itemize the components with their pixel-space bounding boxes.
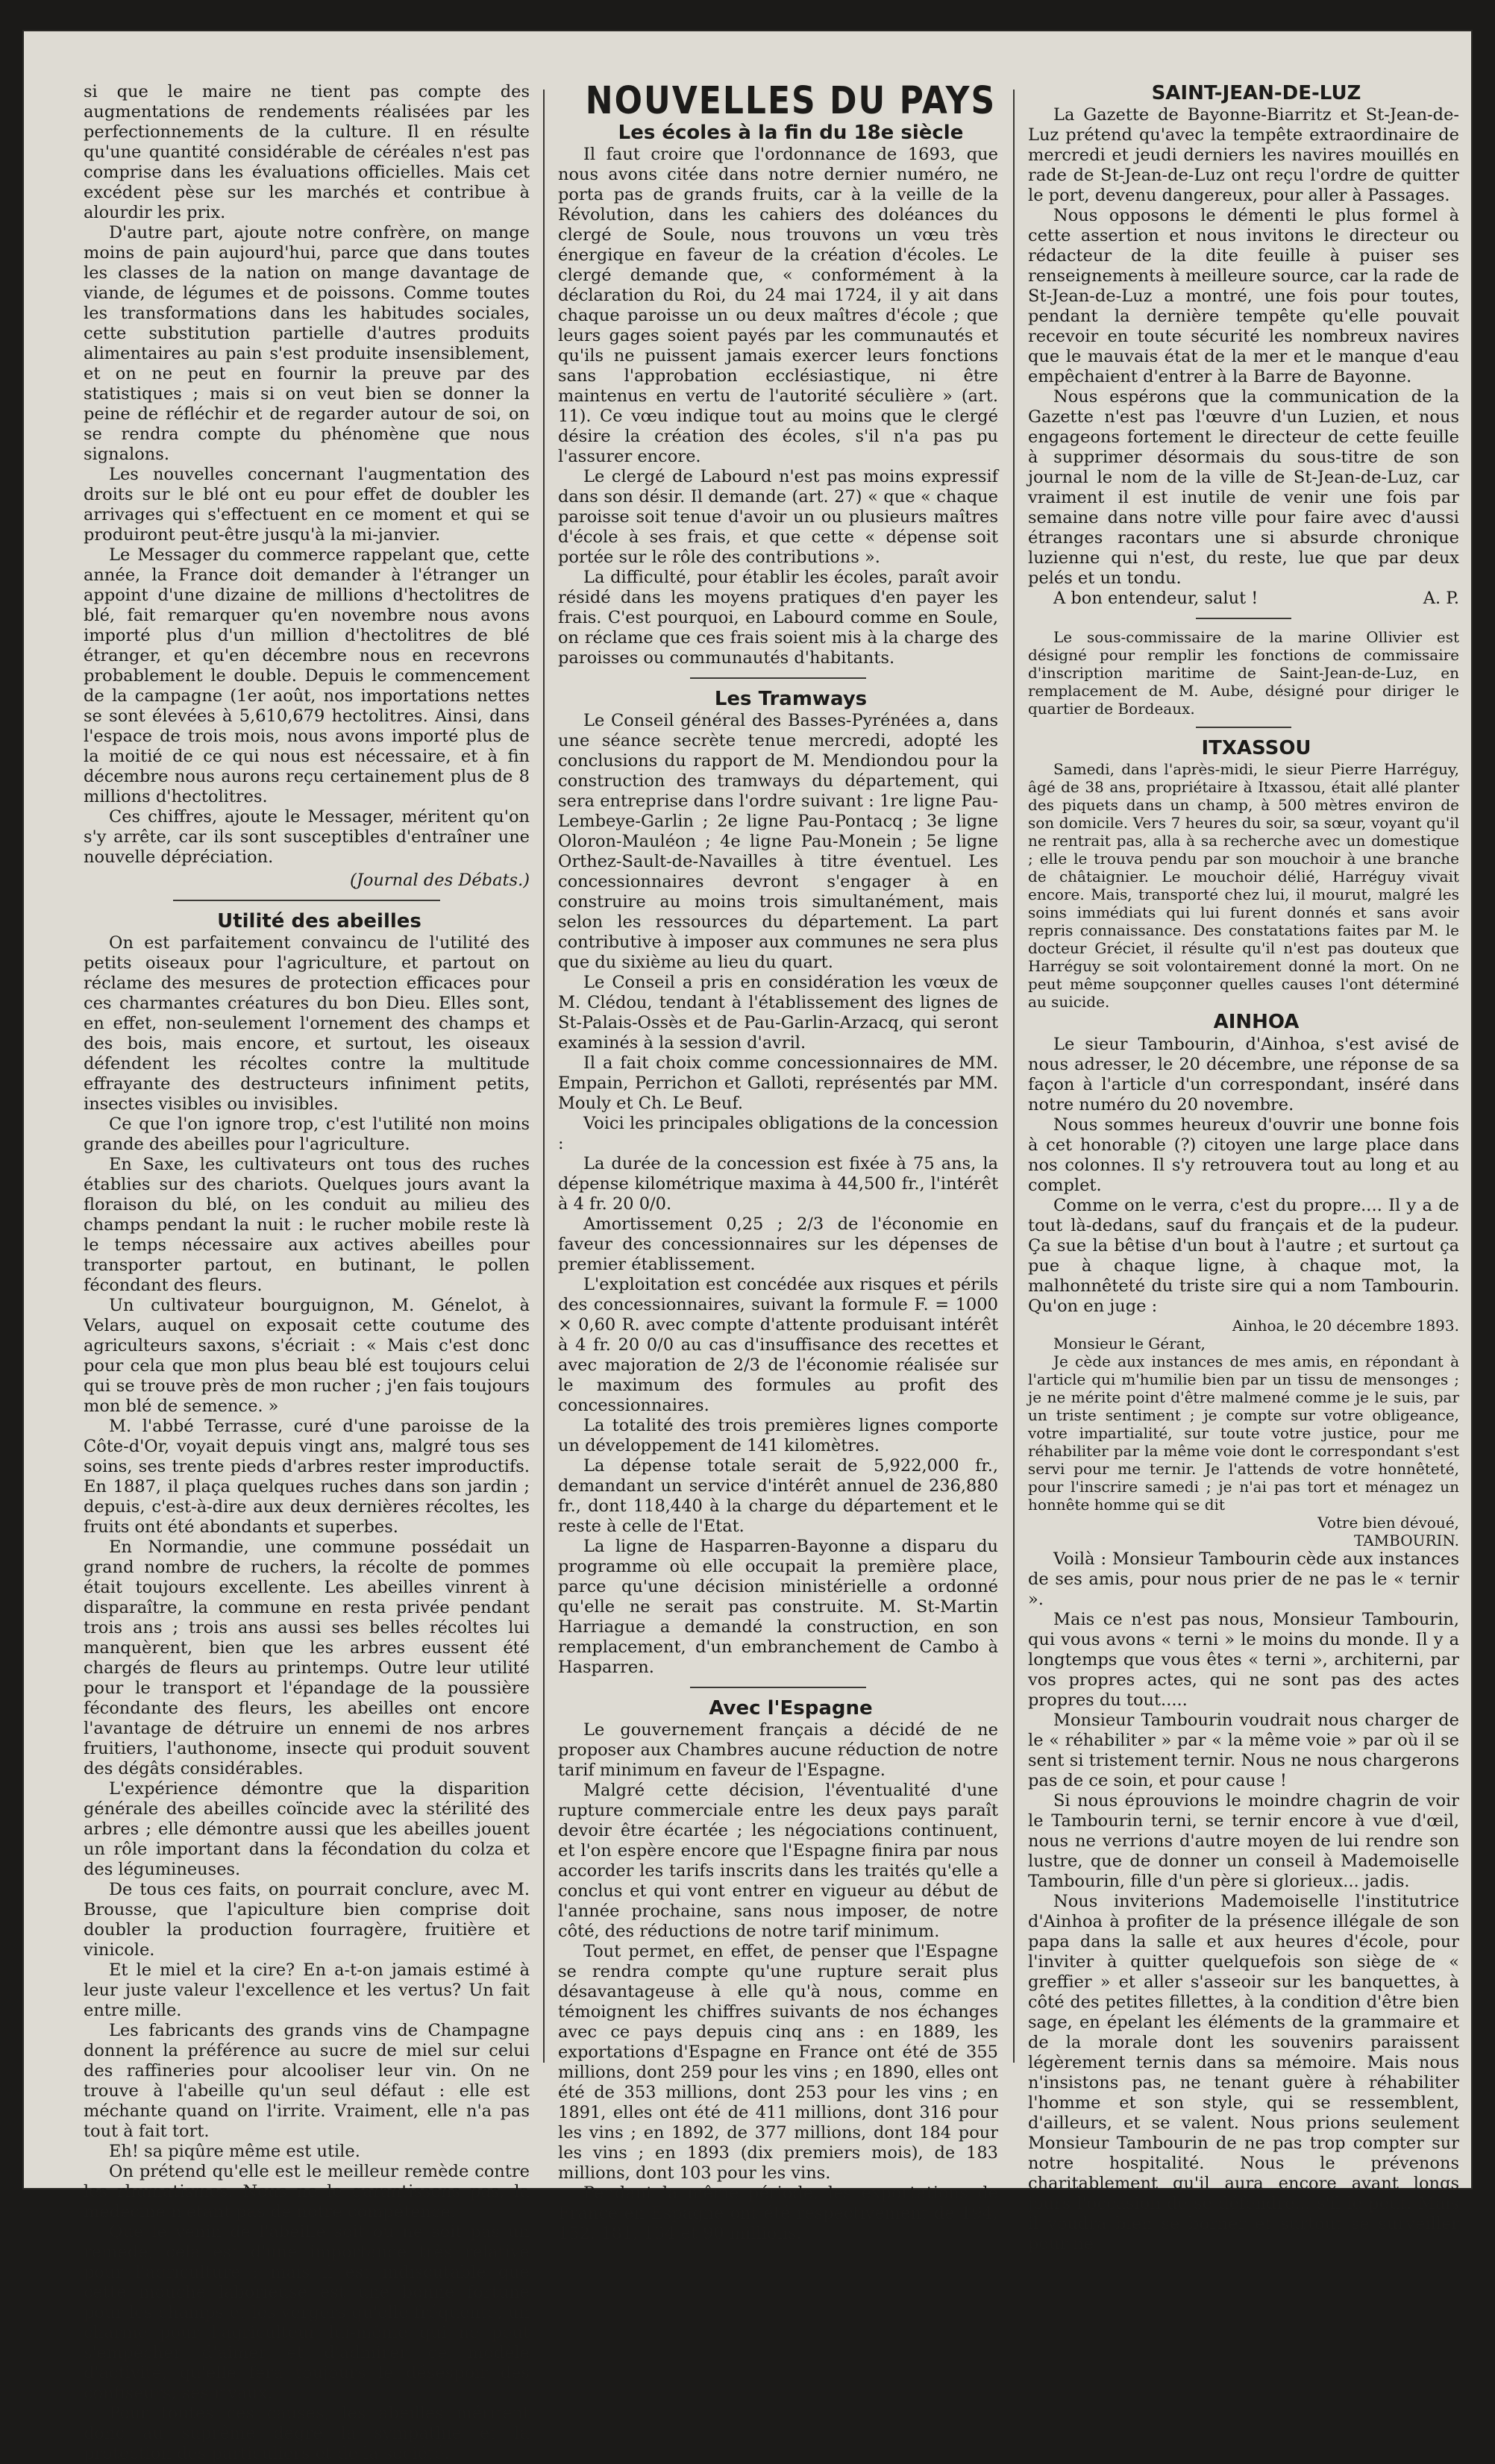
- divider: [173, 900, 441, 901]
- closing-line: A bon entendeur, salut !: [1053, 589, 1259, 609]
- source-credit: (Journal des Débats.): [350, 871, 530, 890]
- paragraph: Le Messager du commerce rappelant que, cette année, la France doit demander à l'étranger un appoint d'une dizaine de millions d'hectolitres de blé, fait remarquer qu'en novembre nous avons importé plus d'un million d'hectolitres de blé étranger, et qu'en décembre nous en recevrons probablement le double. Depuis le commencement de la campagne (1er août, nos importations nettes se sont élevées à 5,610,679 hectolitres. Ainsi, dans l'espace de trois mois, nous avons importé plus de la moitié de ce qui nous est nécessaire, et à fin décembre nous aurons reçu certainement plus de 8 millions d'hectolitres.: [84, 545, 530, 806]
- column-rule: [543, 90, 545, 2063]
- section-heading-saint-jean-de-luz: SAINT-JEAN-DE-LUZ: [1151, 82, 1361, 104]
- paragraph: La ligne de Hasparren-Bayonne a disparu du programme où elle occupait la première place, parce qu'une décision ministérielle a ordonné qu'elle ne serait pas construite. M. St-Martin Harriague a demandé la construction, en son remplacement, d'un embranchement de Cambo à Hasparren.: [558, 1537, 998, 1678]
- paragraph: Pendant la même période, les exportations de France en Espagne ont été respectivement de 194, 152, 181, 134 et 90 millions.: [558, 2184, 998, 2244]
- paragraph: Le sieur Tambourin, d'Ainhoa, s'est avisé de nous adresser, le 20 décembre, une réponse de sa façon à l'article d'un correspondant, inséré dans notre numéro du 20 novembre.: [1028, 1034, 1459, 1115]
- paragraph: La difficulté, pour établir les écoles, paraît avoir résidé dans les moyens pratiques d'en payer les frais. C'est pourquoi, en Labourd comme en Soule, on réclame que ces frais soient mis à la charge des paroisses ou communautés d'habitants.: [558, 567, 998, 668]
- paragraph: Pour toutes ces causes, les abeilles méritent donc au suprême degré la sympathie et la protection des particuliers et de la société.: [84, 2404, 530, 2464]
- divider: [1196, 618, 1291, 619]
- author-initials: A. P.: [1423, 589, 1459, 609]
- paragraph: L'exploitation est concédée aux risques et périls des concessionnaires, suivant la formule F. = 1000 × 0,60 R. avec compte d'attente produisant intérêt à 4 fr. 20 0/0 au cas d'insuffisance des recettes et avec majoration de 2/3 de l'économie réalisée sur le maximum des formules au profit des concessionnaires.: [558, 1275, 998, 1416]
- paragraph: Voici les principales obligations de la concession :: [558, 1114, 998, 1154]
- paragraph: Nous sommes heureux d'ouvrir une bonne fois à cet honorable (?) citoyen une large place dans nos colonnes. Il s'y retrouvera tout au long et au complet.: [1028, 1115, 1459, 1195]
- paragraph: M. l'abbé Terrasse, curé d'une paroisse de la Côte-d'Or, voyait depuis vingt ans, malgré tous ses soins, ses trente pieds d'arbres rester improductifs. En 1887, il plaça quelques ruches dans son jardin ; depuis, c'est-à-dire aux deux dernières récoltes, les fruits ont été abondants et superbes.: [84, 1417, 530, 1537]
- divider: [690, 1687, 866, 1688]
- paragraph: Ces chiffres, ajoute le Messager, méritent qu'on s'y arrête, car ils sont susceptibles d'entraîner une nouvelle dépréciation.: [84, 807, 530, 867]
- paragraph: En Normandie, une commune possédait un grand nombre de ruchers, la récolte de pommes était toujours excellente. Les abeilles vinrent à disparaître, la commune en resta privée pendant trois ans ; trois ans aussi ses belles récoltes lui manquèrent, bien que les arbres eussent été chargés de fleurs au printemps. Outre leur utilité pour le transport et l'épandage de la poussière fécondante des fleurs, les abeilles ont encore l'avantage de détruire un ennemi de nos arbres fruitiers, l'authonome, insecte qui produit souvent des dégâts considérables.: [84, 1537, 530, 1779]
- column-middle: [558, 79, 998, 2244]
- column-right: [1028, 82, 1459, 2254]
- paragraph: La dépense totale serait de 5,922,000 fr., demandant un service d'intérêt annuel de 236,880 fr., dont 118,440 à la charge du département et le reste à celle de l'Etat.: [558, 1456, 998, 1537]
- paragraph: Les nouvelles concernant l'augmentation des droits sur le blé ont eu pour effet de doubler les arrivages qui s'effectuent en ce moment et qui se produiront peut-être jusqu'à la mi-janvier.: [84, 465, 530, 545]
- paragraph: Il faut croire que l'ordonnance de 1693, que nous avons citée dans notre dernier numéro, ne porta pas de grands fruits, car à la veille de la Révolution, dans les cahiers des doléances du clergé de Soule, nous trouvons un vœu très énergique en faveur de la création d'écoles. Le clergé demande que, « conformément à la déclaration du Roi, du 24 mai 1724, il y ait dans chaque paroisse un ou deux maîtres d'école ; que leurs gages soient payés par les communautés et qu'ils ne puissent jamais exercer leurs fonctions sans l'approbation ecclésiastique, ni être maintenus en vertu de l'autorité séculière » (art. 11). Ce vœu indique tout au moins que le clergé désire la création des écoles, s'il n'a pas pu l'assurer encore.: [558, 144, 998, 466]
- column-rule: [1013, 90, 1015, 2063]
- paragraph: Nous inviterions Mademoiselle l'institutrice d'Ainhoa à profiter de la présence illégale de son papa dans la salle et aux heures d'école, pour l'inviter à quitter quelquefois son siège de « greffier » et aller s'asseoir sur les banquettes, à côté des petites fillettes, à la condition d'être bien sage, en épelant les éléments de la grammaire et de la morale dont les souvenirs paraissent légèrement ternis dans sa mémoire. Mais nous n'insistons pas, ne tenant guère à réhabiliter l'homme et son style, qui se ressemblent, d'ailleurs, et se valent. Nous prions seulement Monsieur Tambourin de ne pas trop compter sur notre hospitalité. Nous le prévenons charitablement qu'il aura encore avant longs jours l'occasion de se défendre... s'il le peut. Mais il voudra bien se borner et surtout se surveiller pour ne: [1028, 1891, 1459, 2254]
- paragraph: Le clergé de Labourd n'est pas moins expressif dans son désir. Il demande (art. 27) « que « chaque paroisse soit tenue d'avoir un ou plusieurs maîtres d'école à ses frais, et que cette « dépense soit portée sur le rôle des contributions ».: [558, 466, 998, 567]
- divider: [1196, 727, 1291, 728]
- section-heading-abeilles: Utilité des abeilles: [217, 910, 421, 932]
- paragraph: Samedi, dans l'après-midi, le sieur Pierre Harréguy, âgé de 38 ans, propriétaire à Itxassou, était allé planter des piquets dans un champ, à 500 mètres environ de son domicile. Vers 7 heures du soir, sa sœur, voyant qu'il ne rentrait pas, alla à sa recherche avec un domestique ; elle le trouva pendu par son mouchoir à une branche de châtaignier. Le mouchoir délié, Harréguy vivait encore. Mais, transporté chez lui, il mourut, malgré les soins immédiats qui lui furent donnés et sans avoir repris connaissance. Des constatations faites par M. le docteur Gréciet, il résulte qu'il n'est pas douteux que Harréguy se soit volontairement donné la mort. On ne peut même soupçonner quelles causes l'ont déterminé au suicide.: [1028, 760, 1459, 1012]
- paragraph: si que le maire ne tient pas compte des augmentations de rendements réalisées par les perfectionnements de la culture. Il en résulte qu'une quantité considérable de céréales n'est pas comprise dans les évaluations officielles. Mais cet excédent pèse sur les marchés et contribue à alourdir les prix.: [84, 82, 530, 222]
- section-heading-ainhoa: AINHOA: [1213, 1011, 1300, 1034]
- section-heading-itxassou: ITXASSOU: [1201, 737, 1311, 760]
- paragraph: [1028, 589, 1459, 609]
- paragraph: Mais ce n'est pas nous, Monsieur Tambourin, qui vous avons « terni » le moins du monde. Il y a longtemps que vous êtes « terni », architerni, par vos propres actes, qui ne sont pas des actes propres du tout.....: [1028, 1609, 1459, 1710]
- paragraph: L'expérience démontre que la disparition générale des abeilles coïncide avec la stérilité des arbres ; elle démontre aussi que les abeilles jouent un rôle important dans la fécondation du colza et des légumineuses.: [84, 1779, 530, 1880]
- paragraph: En Saxe, les cultivateurs ont tous des ruches établies sur des chariots. Quelques jours avant la floraison du blé, on les conduit au milieu des champs pendant la nuit : le rucher mobile reste là le temps nécessaire aux actives abeilles pour transporter partout, en butinant, le pollen fécondant des fleurs.: [84, 1155, 530, 1296]
- divider: [690, 677, 866, 679]
- quoted-letter: [1028, 1317, 1459, 1549]
- paragraph: Comme on le verra, c'est du propre.... Il y a de tout là-dedans, sauf du français et de la pudeur. Ça sue la bêtise d'un bout à l'autre ; et surtout ça pue à chaque ligne, à chaque mot, la malhonnêteté du triste sire qui a nom Tambourin. Qu'on en juge :: [1028, 1195, 1459, 1316]
- paragraph: Le Conseil général des Basses-Pyrénées a, dans une séance secrète tenue mercredi, adopté les conclusions du rapport de M. Mendiondou pour la construction des tramways du département, qui sera entreprise dans l'ordre suivant : 1re ligne Pau-Lembeye-Garlin ; 2e ligne Pau-Pontacq ; 3e ligne Oloron-Mauléon ; 4e ligne Pau-Monein ; 5e ligne Orthez-Sault-de-Navailles à titre éventuel. Les concessionnaires devront s'engager à en construire au moins trois simultanément, mais selon les ressources du département. La part contributive à imposer aux communes ne sera plus que du sixième au lieu du quart.: [558, 711, 998, 973]
- paragraph: La Gazette de Bayonne-Biarritz et St-Jean-de-Luz prétend qu'avec la tempête extraordinaire de mercredi et jeudi derniers les navires mouillés en rade de St-Jean-de-Luz ont reçu l'ordre de quitter le port, devenu dangereux, pour aller à Passages.: [1028, 105, 1459, 206]
- paragraph: Il a fait choix comme concessionnaires de MM. Empain, Perrichon et Galloti, représentés par MM. Mouly et Ch. Le Beuf.: [558, 1053, 998, 1114]
- paragraph: On est parfaitement convaincu de l'utilité des petits oiseaux pour l'agriculture, et partout on réclame des mesures de protection efficaces pour ces charmantes créatures du bon Dieu. Elles sont, en effet, non-seulement l'ornement des champs et des bois, mais encore, et surtout, les oiseaux défendent les récoltes contre la multitude effrayante des destructeurs infiniment petits, insectes visibles ou invisibles.: [84, 933, 530, 1115]
- newspaper-page: [22, 30, 1473, 2464]
- paragraph: Le gouvernement français a décidé de ne proposer aux Chambres aucune réduction de notre tarif minimum en faveur de l'Espagne.: [558, 1720, 998, 1781]
- paragraph: La totalité des trois premières lignes comporte un développement de 141 kilomètres.: [558, 1416, 998, 1456]
- paragraph: D'autre part, ajoute notre confrère, on mange moins de pain aujourd'hui, parce que dans toutes les classes de la nation on mange davantage de viande, de légumes et de poissons. Comme toutes les transformations dans les habitudes sociales, cette substitution partielle d'autres produits alimentaires au pain s'est produite insensiblement, et on ne peut en fournir la preuve par des statistiques ; mais si on veut bien se donner la peine de réfléchir et de regarder autour de soi, on se rendra compte du phénomène que nous signalons.: [84, 223, 530, 464]
- section-heading-tramways: Les Tramways: [714, 687, 868, 710]
- paragraph: Un cultivateur bourguignon, M. Génelot, à Velars, auquel on exposait cette coutume des agriculteurs saxons, s'écriait : « Mais c'est donc pour cela que mon plus beau blé est toujours celui qui se trouve près de mon rucher ; j'en fais toujours mon blé de semence. »: [84, 1296, 530, 1417]
- paragraph: Amortissement 0,25 ; 2/3 de l'économie en faveur des concessionnaires sur les dépenses de premier établissement.: [558, 1214, 998, 1275]
- paragraph: Et le miel et la cire? En a-t-on jamais estimé à leur juste valeur l'excellence et les vertus? Un fait entre mille.: [84, 1960, 530, 2021]
- paragraph: Nous espérons que la communication de la Gazette n'est pas l'œuvre d'un Luzien, et nous engageons fortement le directeur de cette feuille à supprimer désormais du sous-titre de son journal le nom de la ville de St-Jean-de-Luz, car vraiment il est inutile de venir une fois par semaine dans notre ville pour faire avec d'aussi étranges racontars une si absurde chronique luzienne qui n'est, du reste, lue que par deux pelés et un tondu.: [1028, 387, 1459, 589]
- letter-signature: TAMBOURIN.: [1353, 1531, 1459, 1549]
- paragraph: Le sous-commissaire de la marine Ollivier est désigné pour remplir les fonctions de commissaire d'inscription maritime de Saint-Jean-de-Luz, en remplacement de M. Aube, désigné pour diriger le quartier de Bordeaux.: [1028, 628, 1459, 718]
- paragraph: Ce que l'on ignore trop, c'est l'utilité non moins grande des abeilles pour l'agriculture.: [84, 1115, 530, 1155]
- paragraph: Nous opposons le démenti le plus formel à cette assertion et nous invitons le directeur ou rédacteur de la dite feuille à puiser ses renseignements à meilleure source, car la rade de St-Jean-de-Luz a montré, une fois pour toutes, pendant la dernière tempête qu'elle pouvait recevoir en toute sécurité les nombreux navires que le mauvais état de la mer et le manque d'eau empêchaient d'entrer à la Barre de Bayonne.: [1028, 206, 1459, 387]
- letter-salutation: Monsieur le Gérant,: [1053, 1334, 1206, 1352]
- section-heading-ecoles: Les écoles à la fin du 18e siècle: [618, 121, 964, 144]
- paragraph: La durée de la concession est fixée à 75 ans, la dépense kilométrique maxima à 44,500 fr., l'intérêt à 4 fr. 20 0/0.: [558, 1154, 998, 1214]
- paragraph: Eh! sa piqûre même est utile.: [109, 2142, 360, 2162]
- letter-date: Ainhoa, le 20 décembre 1893.: [1232, 1316, 1459, 1335]
- paragraph: Tout permet, en effet, de penser que l'Espagne se rendra compte qu'une rupture serait plus désavantageuse à elle qu'à nous, comme en témoignent les chiffres suivants de nos échanges avec ce pays depuis cinq ans : en 1889, les exportations d'Espagne en France ont été de 355 millions, dont 259 pour les vins ; en 1890, elles ont été de 353 millions, dont 253 pour les vins ; en 1891, elles ont été de 411 millions, dont 316 pour les vins ; en 1892, de 377 millions, dont 184 pour les vins ; en 1893 (dix premiers mois), de 183 millions, dont 103 pour les vins.: [558, 1942, 998, 2184]
- paragraph: Si nous éprouvions le moindre chagrin de voir le Tambourin terni, se ternir encore à vue d'œil, nous ne verrions d'autre moyen de lui rendre son lustre, que de donner un conseil à Mademoiselle Tambourin, fille d'un père si glorieux... jadis.: [1028, 1790, 1459, 1891]
- section-heading-espagne: Avec l'Espagne: [709, 1697, 873, 1720]
- letter-closing: Votre bien dévoué,: [1317, 1513, 1459, 1532]
- paragraph: De tous ces faits, on pourrait conclure, avec M. Brousse, que l'apiculture bien comprise doit doubler la production fourragère, fruitière et vinicole.: [84, 1880, 530, 1960]
- paragraph: Le Conseil a pris en considération les vœux de M. Clédou, tendant à l'établissement des lignes de St-Palais-Ossès et de Pau-Garlin-Arzacq, qui seront examinés à la session d'avril.: [558, 973, 998, 1053]
- paragraph: Malgré cette décision, l'éventualité d'une rupture commerciale entre les deux pays paraît devoir être écartée ; les négociations continuent, et l'on espère encore que l'Espagne finira par nous accorder les tarifs inscrits dans les traités qu'elle a conclus et qui vont entrer en vigueur au début de l'année prochaine, sans nous imposer, de notre côté, des réductions de notre tarif minimum.: [558, 1781, 998, 1942]
- column-left: [84, 82, 530, 2464]
- paragraph: Voilà : Monsieur Tambourin cède aux instances de ses amis, pour nous prier de ne pas le « ternir ».: [1028, 1549, 1459, 1609]
- page-title: NOUVELLES DU PAYS: [585, 79, 997, 123]
- paragraph: Les fabricants des grands vins de Champagne donnent la préférence au sucre de miel sur celui des raffineries pour alcooliser leur vin. On ne trouve à l'abeille qu'un seul défaut : elle est méchante quand on l'irrite. Vraiment, elle n'a pas tout à fait tort.: [84, 2021, 530, 2142]
- letter-body: Je cède aux instances de mes amis, en répondant à l'article qui m'humilie bien par un tissu de mensonges ; je ne mérite point d'être malmené comme je le suis, par un triste sentiment ; je compte sur votre obligeance, votre impartialité, sur toute votre justice, pour me réhabiliter par la même voie dont le correspondant s'est servi pour me ternir. Je l'attends de votre honnêteté, pour l'inscrire samedi ; je n'ai pas tort et ménagez un honnête homme qui se dit: [1028, 1352, 1459, 1514]
- paragraph: Que le venin de l'abeille soit ou ne soit pas un remède, cela est d'une importance très relative pour l'agriculture ; mais il est indiscutable que cette mouche laborieuse est une bonne fortune pour les champs et les vergers qu'elle fréquente, un charme pour l'agriculteur lui-même qui ne peut s'empêcher d'aimer et d'admirer ce modèle d'activité, qu'elle fera toujours le désespoir des confiseurs, ses rivaux.: [84, 2222, 530, 2404]
- paragraph: On prétend qu'elle est le meilleur remède contre les rhumatismes. Nous ne le garantissons pas, la médecine n'étant pas de notre compétence.: [84, 2162, 530, 2222]
- paragraph: Monsieur Tambourin voudrait nous charger de le « réhabiliter » par « la même voie » par où il se sent si tristement ternir. Nous ne nous chargerons pas de ce soin, et pour cause !: [1028, 1710, 1459, 1790]
